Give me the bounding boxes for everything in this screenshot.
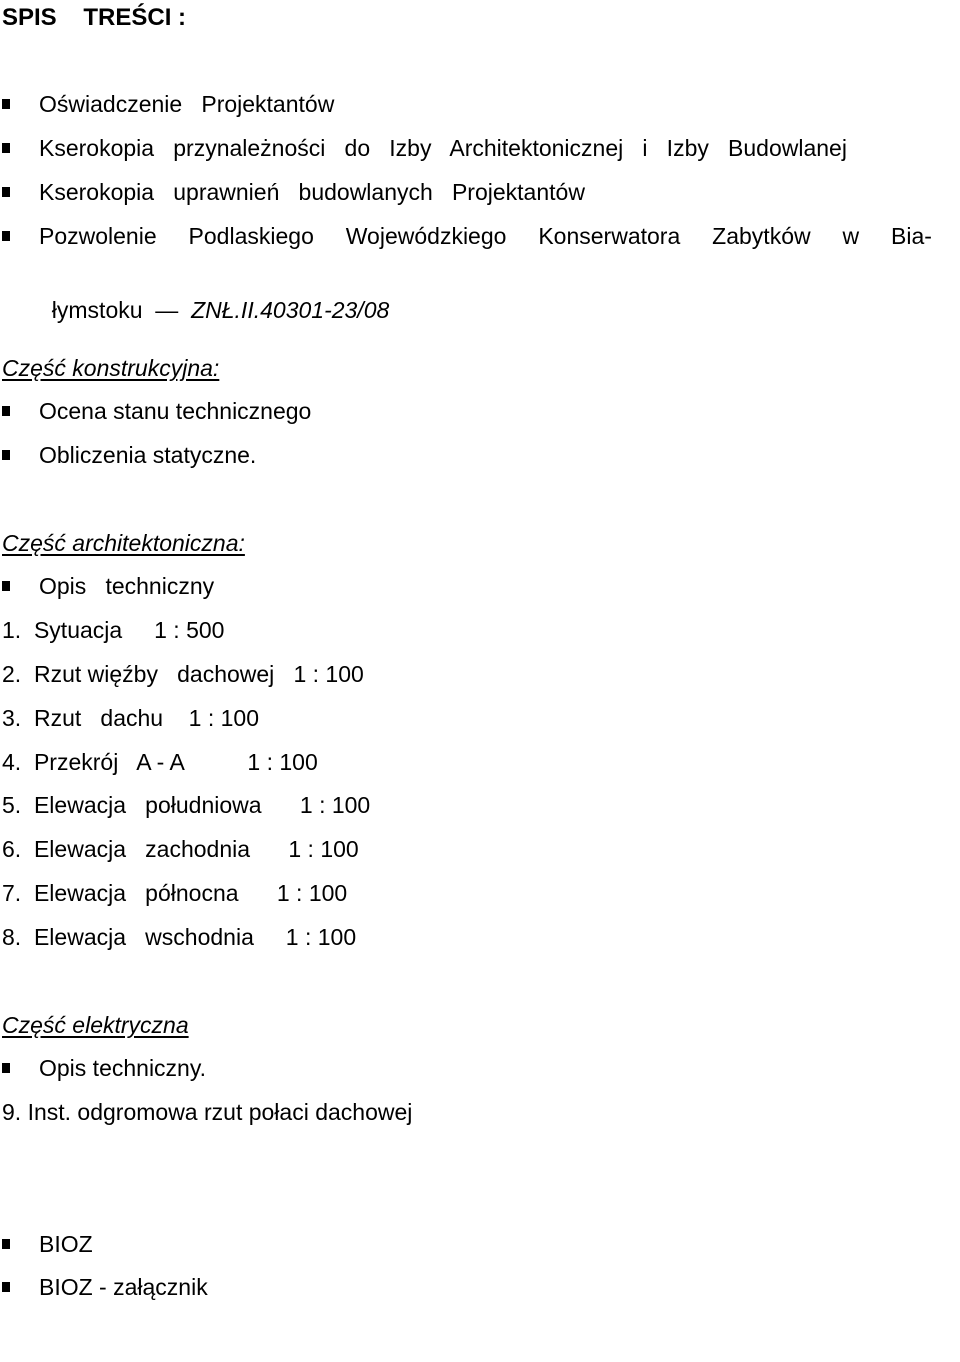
permit-word: Podlaskiego	[188, 223, 314, 249]
bullet-icon	[2, 581, 10, 591]
bullet-icon	[2, 406, 10, 416]
list-item	[0, 571, 215, 601]
permit-word: Konserwatora	[538, 223, 681, 249]
section-heading-structural: Część konstrukcyjna:	[2, 355, 220, 381]
bullet-icon	[2, 450, 10, 460]
drawing-item: 1. Sytuacja 1 : 500	[2, 617, 225, 643]
permit-word: Pozwolenie	[39, 223, 157, 249]
list-item	[0, 133, 847, 163]
list-item-text: Opis techniczny	[39, 573, 215, 599]
list-item-text: Ocena stanu technicznego	[39, 398, 312, 424]
bullet-icon	[2, 231, 10, 241]
section-heading-architectural: Część architektoniczna:	[2, 530, 245, 556]
list-item	[0, 1229, 93, 1259]
list-item-text: Obliczenia statyczne.	[39, 442, 257, 468]
bullet-icon	[2, 1239, 10, 1249]
drawing-item: 5. Elewacja południowa 1 : 100	[2, 792, 371, 818]
list-item-text: Kserokopia przynależności do Izby Architektonicznej i Izby Budowlanej	[39, 135, 847, 161]
list-item	[0, 396, 312, 426]
bullet-icon	[2, 143, 10, 153]
drawing-item: 6. Elewacja zachodnia 1 : 100	[2, 836, 359, 862]
permit-word: w	[842, 223, 860, 249]
list-item	[0, 89, 335, 119]
bullet-icon	[2, 99, 10, 109]
drawing-item: 3. Rzut dachu 1 : 100	[2, 705, 259, 731]
permit-line	[39, 221, 932, 251]
bullet-icon	[2, 1063, 10, 1073]
list-item	[0, 1272, 208, 1302]
bullet-icon	[2, 187, 10, 197]
drawing-item: 9. Inst. odgromowa rzut połaci dachowej	[2, 1099, 413, 1125]
list-item-text: Opis techniczny.	[39, 1055, 207, 1081]
permit-word: Zabytków	[712, 223, 811, 249]
list-item-permit	[0, 221, 960, 251]
permit-reference: ZNŁ.II.40301-23/08	[191, 297, 390, 323]
permit-word: Bia-	[891, 223, 932, 249]
section-heading-electrical: Część elektryczna	[2, 1012, 189, 1038]
drawing-item: 4. Przekrój A - A 1 : 100	[2, 749, 318, 775]
bullet-icon	[2, 1282, 10, 1292]
list-item	[0, 1053, 207, 1083]
list-item-text: Kserokopia uprawnień budowlanych Projektantów	[39, 179, 585, 205]
drawing-item: 8. Elewacja wschodnia 1 : 100	[2, 924, 357, 950]
permit-continuation-text: łymstoku —	[51, 297, 192, 323]
drawing-item: 7. Elewacja północna 1 : 100	[2, 880, 348, 906]
permit-word: Wojewódzkiego	[345, 223, 507, 249]
list-item-text: BIOZ - załącznik	[39, 1274, 208, 1300]
list-item-text: Oświadczenie Projektantów	[39, 91, 335, 117]
list-item	[0, 177, 585, 207]
list-item	[0, 440, 257, 470]
list-item-text: BIOZ	[39, 1231, 93, 1257]
drawing-item: 2. Rzut więźby dachowej 1 : 100	[2, 661, 364, 687]
page-title: SPIS TREŚCI :	[2, 4, 187, 31]
permit-continuation	[39, 265, 390, 323]
